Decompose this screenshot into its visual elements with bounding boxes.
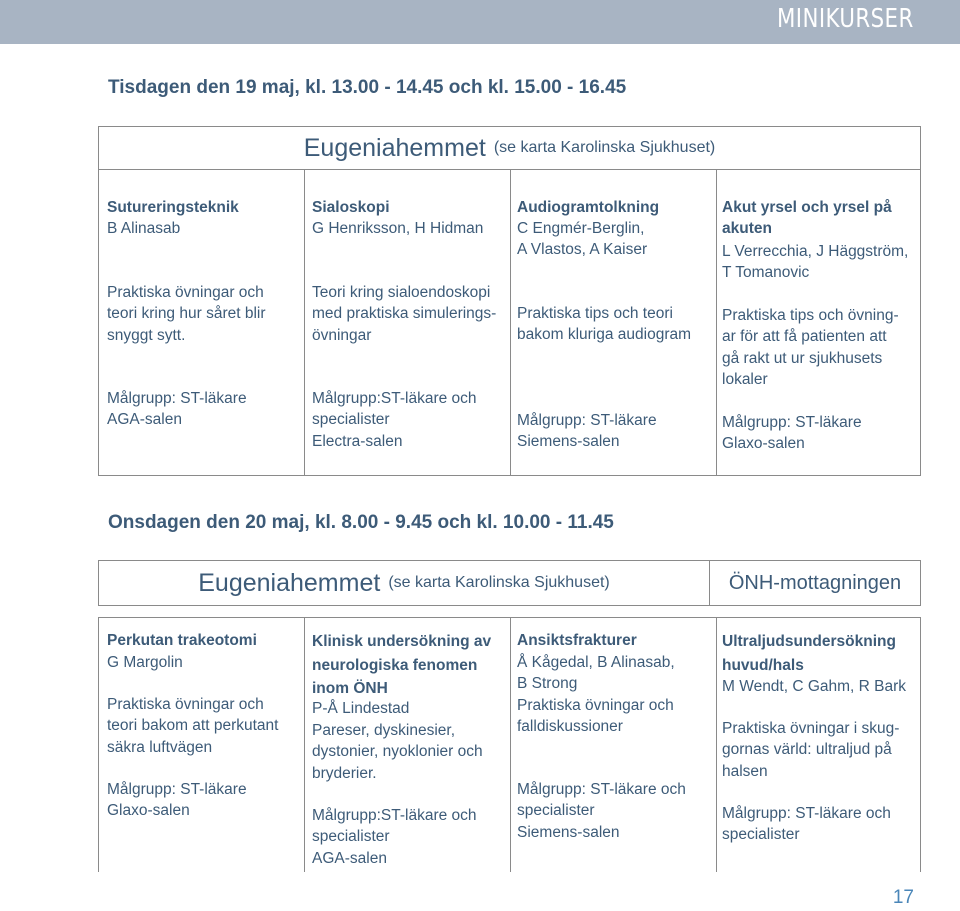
day1-course-1-description: Praktiska övningar och teori kring hur såret blir snyggt sytt. (107, 284, 266, 344)
day2-course-2-room: AGA-salen (312, 850, 387, 867)
day2-course-4-description: Praktiska övningar i skug- gornas värld: ultraljud på halsen (722, 720, 900, 780)
day2-course-1-leaders: G Margolin (107, 654, 183, 671)
day1-course-3-room: Siemens-salen (517, 433, 620, 450)
day2-course-3-audience: Målgrupp: ST-läkare och specialister (517, 781, 686, 820)
day1-course-1-title: Sutureringsteknik (107, 199, 239, 216)
day2-venue-name: Eugeniahemmet (198, 568, 381, 597)
day2-course-4-title: Ultraljudsundersökning huvud/hals (722, 633, 896, 674)
day2-venue-box (98, 560, 710, 606)
day1-course-3-audience: Målgrupp: ST-läkare (517, 412, 657, 429)
day1-course-1-room: AGA-salen (107, 411, 182, 428)
day2-course-3-room: Siemens-salen (517, 824, 620, 841)
day1-course-2-title: Sialoskopi (312, 199, 390, 216)
day1-course-2-leaders: G Henriksson, H Hidman (312, 220, 484, 237)
day1-course-4-leaders: L Verrecchia, J Häggström, T Tomanovic (722, 243, 909, 282)
day1-course-3-title: Audiogramtolkning (517, 199, 660, 216)
day1-course-1-leaders: B Alinasab (107, 220, 181, 237)
day1-venue-box (98, 126, 921, 170)
header-banner (0, 0, 960, 44)
day2-course-4-audience: Målgrupp: ST-läkare och specialister (722, 805, 891, 844)
section-title: MINIKURSER (777, 4, 914, 34)
day2-course-3-title: Ansiktsfrakturer (517, 632, 637, 649)
day1-course-2-audience: Målgrupp:ST-läkare och specialister (312, 390, 477, 429)
day1-course-3-description: Praktiska tips och teori bakom kluriga audiogram (517, 305, 692, 344)
day1-venue-name: Eugeniahemmet (303, 133, 486, 162)
day2-heading: Onsdagen den 20 maj, kl. 8.00 - 9.45 och kl. 10.00 - 11.45 (108, 512, 614, 533)
day1-venue-note: (se karta Karolinska Sjukhuset) (493, 139, 716, 156)
day2-course-2-description: Pareser, dyskinesier, dystonier, nyoklonier och bryderier. (312, 722, 483, 782)
day2-course-2-title: Klinisk undersökning av neurologiska fenomen inom ÖNH (312, 633, 492, 697)
day2-course-1-room: Glaxo-salen (107, 802, 190, 819)
day1-course-4-description: Praktiska tips och övning- ar för att få patienten att gå rakt ut ur sjukhusets lokaler (722, 307, 899, 388)
day2-course-1-audience: Målgrupp: ST-läkare (107, 781, 247, 798)
day1-course-1-audience: Målgrupp: ST-läkare (107, 390, 247, 407)
day1-heading: Tisdagen den 19 maj, kl. 13.00 - 14.45 och kl. 15.00 - 16.45 (108, 77, 627, 98)
page-number: 17 (892, 887, 914, 908)
day1-course-4-audience: Målgrupp: ST-läkare (722, 414, 862, 431)
day1-course-4-title: Akut yrsel och yrsel på akuten (722, 199, 892, 238)
day2-venue2-box (709, 560, 921, 606)
day2-course-1-title: Perkutan trakeotomi (107, 632, 257, 649)
day2-venue2-name: ÖNH-mottagningen (728, 571, 902, 594)
day1-course-4-room: Glaxo-salen (722, 435, 805, 452)
day1-course-3-leaders: C Engmér-Berglin, A Vlastos, A Kaiser (517, 220, 648, 259)
day2-venue-note: (se karta Karolinska Sjukhuset) (388, 574, 610, 591)
day2-course-2-audience: Målgrupp:ST-läkare och specialister (312, 807, 477, 846)
day2-course-2-leaders: P-Å Lindestad (312, 700, 410, 717)
day2-course-3-description: Praktiska övningar och falldiskussioner (517, 697, 674, 736)
day2-course-1-description: Praktiska övningar och teori bakom att perkutant säkra luftvägen (107, 696, 279, 756)
day1-course-2-description: Teori kring sialoendoskopi med praktiska simulerings- övningar (312, 284, 497, 344)
day2-course-3-leaders: Å Kågedal, B Alinasab, B Strong (517, 654, 675, 693)
day2-course-4-leaders: M Wendt, C Gahm, R Bark (722, 678, 907, 695)
day1-course-2-room: Electra-salen (312, 433, 403, 450)
